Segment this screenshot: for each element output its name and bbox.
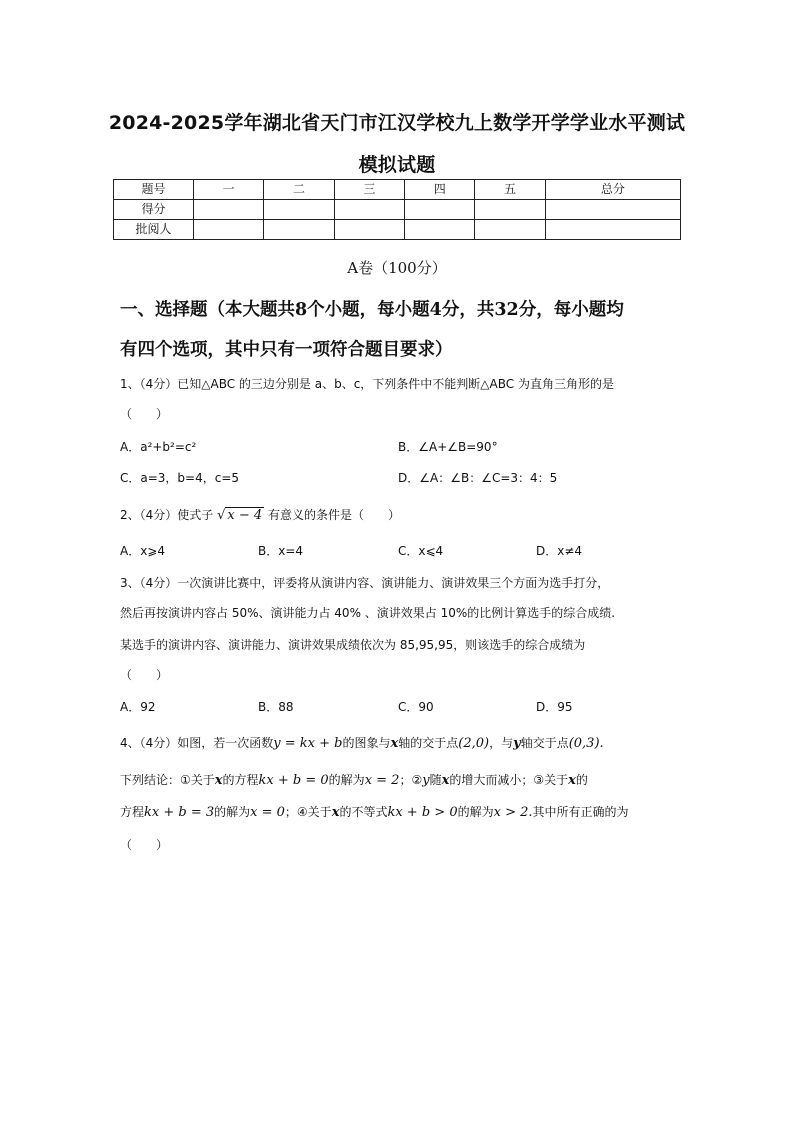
math-expression: x = 2 — [364, 773, 400, 788]
text-span: 的增大而减小；③关于 — [449, 773, 569, 787]
text-span: 的解为 — [457, 805, 494, 819]
text-span: 的解为 — [328, 773, 365, 787]
question-3-option-b[interactable]: B．88 — [258, 700, 294, 714]
text-span: 随 — [429, 773, 442, 787]
reviewer-cell[interactable] — [475, 220, 545, 240]
reviewer-cell[interactable] — [334, 220, 404, 240]
text-span: ；② — [399, 773, 423, 787]
score-table-header-cell: 五 — [475, 180, 545, 200]
question-3-stem-line-3: 某选手的演讲内容、演讲能力、演讲效果成绩依次为 85,95,95，则该选手的综合成绩为 — [120, 638, 586, 652]
score-cell[interactable] — [475, 200, 545, 220]
section-a-heading: A卷（100分） — [347, 259, 447, 277]
question-3-stem-line-2: 然后再按演讲内容占 50%、演讲能力占 40% 、演讲效果占 10%的比例计算选手的综合成绩. — [120, 606, 616, 620]
score-table-header-cell: 题号 — [114, 180, 194, 200]
score-table-row — [114, 200, 681, 220]
sqrt-expression: √ x − 4 — [217, 508, 263, 523]
document-title: 2024-2025学年湖北省天门市江汉学校九上数学开学学业水平测试 — [108, 112, 686, 134]
text-span: 的图象与 — [342, 736, 391, 750]
text-span: 轴的交于点 — [398, 736, 459, 750]
question-1-option-a[interactable]: A．a²+b²=c² — [120, 440, 197, 454]
question-4-stem-line-2 — [120, 770, 680, 791]
question-3-option-a[interactable]: A．92 — [120, 700, 156, 714]
question-3-answer-blank: （ ） — [120, 668, 169, 682]
score-table-header-cell: 二 — [264, 180, 334, 200]
math-variable: x — [568, 773, 576, 788]
text-span: 4、（4分）如图，若一次函数 — [120, 736, 274, 750]
score-cell[interactable] — [405, 200, 475, 220]
math-variable: y — [513, 736, 521, 751]
text-span: 下列结论：①关于 — [120, 773, 215, 787]
score-table-header-cell: 总分 — [545, 180, 680, 200]
question-3-option-d[interactable]: D．95 — [536, 700, 573, 714]
question-3-stem: 3、（4分）一次演讲比赛中，评委将从演讲内容、演讲能力、演讲效果三个方面为选手打分， — [120, 576, 610, 590]
sqrt-radicand: x − 4 — [227, 508, 263, 523]
text-span: ，与 — [489, 736, 514, 750]
section-1-title: 一、选择题（本大题共8个小题，每小题4分，共32分，每小题均 — [120, 300, 624, 320]
score-table — [113, 179, 681, 240]
score-table-row — [114, 220, 681, 240]
question-4-answer-blank: （ ） — [120, 838, 169, 852]
text-span: 轴交于点 — [520, 736, 569, 750]
math-expression: y = kx + b — [273, 736, 343, 751]
text-span: 的解为 — [214, 805, 251, 819]
score-cell[interactable] — [264, 200, 334, 220]
reviewer-row-label: 批阅人 — [114, 220, 194, 240]
math-expression: kx + b = 0 — [258, 773, 329, 788]
question-2-option-b[interactable]: B．x=4 — [258, 544, 304, 558]
score-row-label: 得分 — [114, 200, 194, 220]
question-1-option-b[interactable]: B．∠A+∠B=90° — [398, 440, 498, 454]
question-2-option-d[interactable]: D．x≠4 — [536, 544, 583, 558]
question-2-stem-prefix: 2、（4分）使式子 — [120, 508, 214, 522]
question-2-stem-suffix: 有意义的条件是（ ） — [268, 508, 401, 522]
math-expression: kx + b = 3 — [144, 805, 215, 820]
text-span: ；④关于 — [284, 805, 332, 819]
math-point: (2,0) — [458, 736, 490, 751]
question-4-stem — [120, 733, 690, 754]
question-1-option-c[interactable]: C．a=3，b=4，c=5 — [120, 471, 240, 485]
question-2-option-a[interactable]: A．x⩾4 — [120, 544, 166, 558]
score-table-header-row — [114, 180, 681, 200]
text-span: 的方程 — [222, 773, 259, 787]
question-4-stem-line-3 — [120, 802, 690, 823]
math-variable: x — [331, 805, 340, 820]
text-span: 的不等式 — [339, 805, 388, 819]
reviewer-cell[interactable] — [405, 220, 475, 240]
section-1-title-continued: 有四个选项，其中只有一项符合题目要求） — [120, 340, 453, 360]
question-3-option-c[interactable]: C．90 — [398, 700, 434, 714]
math-expression: x > 2. — [493, 805, 533, 820]
document-title-continued: 模拟试题 — [358, 154, 436, 176]
math-point: (0,3). — [568, 736, 604, 751]
score-table-header-cell: 四 — [405, 180, 475, 200]
score-cell[interactable] — [545, 200, 680, 220]
math-variable: x — [214, 773, 223, 788]
reviewer-cell[interactable] — [264, 220, 334, 240]
text-span: 方程 — [120, 805, 145, 819]
score-table-header-cell: 三 — [334, 180, 404, 200]
question-2-option-c[interactable]: C．x⩽4 — [398, 544, 444, 558]
math-variable: y — [422, 773, 430, 788]
text-span: 的 — [575, 773, 588, 787]
reviewer-cell[interactable] — [194, 220, 264, 240]
score-table-header-cell: 一 — [194, 180, 264, 200]
question-2-stem — [120, 505, 680, 526]
question-1-stem: 1、（4分）已知△ABC 的三边分别是 a、b、c，下列条件中不能判断△ABC 为直角三角形的是 — [120, 377, 614, 391]
question-1-option-d[interactable]: D．∠A：∠B：∠C=3：4：5 — [398, 471, 558, 485]
math-variable: x — [390, 736, 399, 751]
text-span: 其中所有正确的为 — [532, 805, 629, 819]
reviewer-cell[interactable] — [545, 220, 680, 240]
score-cell[interactable] — [194, 200, 264, 220]
question-1-answer-blank: （ ） — [120, 407, 169, 421]
math-expression: x = 0 — [250, 805, 285, 820]
score-cell[interactable] — [334, 200, 404, 220]
math-expression: kx + b > 0 — [387, 805, 458, 820]
math-variable: x — [441, 773, 450, 788]
